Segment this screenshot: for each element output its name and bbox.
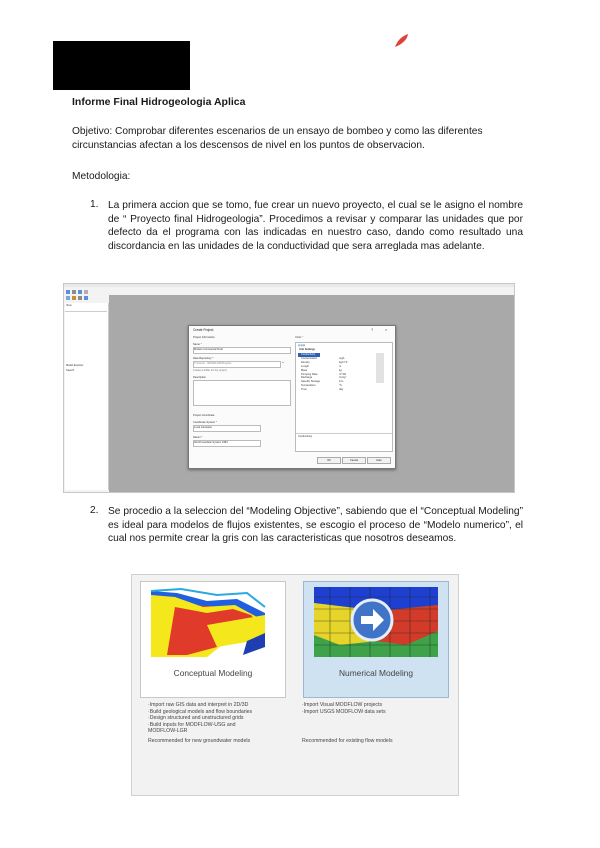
- feature-item: ·Build geological models and flow boundaries: [148, 708, 253, 715]
- unit-value: °C: [339, 384, 342, 388]
- numerical-modeling-card[interactable]: [303, 581, 449, 698]
- unit-row[interactable]: [299, 388, 379, 392]
- unit-value: kg: [339, 368, 342, 372]
- units-toolbar-icons: ▦▦▦: [298, 344, 306, 347]
- modeling-objective-screenshot: [131, 574, 459, 796]
- folder-icon[interactable]: ▰: [282, 361, 284, 364]
- numerical-recommendation: Recommended for existing flow models: [302, 738, 393, 744]
- divider: [65, 311, 107, 312]
- datum-label: Datum *: [193, 436, 203, 439]
- name-input[interactable]: Modelo Conceptual Final: [193, 347, 291, 354]
- unit-name: Length: [301, 364, 309, 368]
- help-icon[interactable]: ?: [371, 327, 374, 332]
- conceptual-recommendation: Recommended for new groundwater models: [148, 738, 251, 744]
- step-1-text: La primera accion que se tomo, fue crear un nuevo proyecto, el cual se le asigno el nombre de “ Proyecto final Hidrogeologia”. Procedimos a revisar y comparar las unidades que por defecto da el programa con las indicadas en nuestro caso, dando como resultado una discordancia en las unidades de la conductividad que sera arreglada mas adelante.: [108, 200, 523, 252]
- step-2-text: Se procedio a la seleccion del “Modeling Objective”, sabiendo que el “Conceptual Modeling” es ideal para modelos de flujos existentes, se escogio el proceso de “Modelo numerico”, el cual nos permite crear la gris con las caracteristicas que nosotros deseamos.: [108, 506, 523, 545]
- feature-item: ·Import raw GIS data and interpret in 2D/3D: [148, 702, 249, 708]
- divider: [296, 433, 392, 434]
- cancel-button[interactable]: Cancel: [342, 457, 366, 464]
- conceptual-modeling-title: Conceptual Modeling: [173, 668, 253, 678]
- unit-value: kg/m^3: [339, 360, 348, 364]
- step-1-number: 1.: [90, 199, 99, 210]
- create-project-dialog: [188, 325, 396, 469]
- feature-item: MODFLOW-LGR: [148, 728, 188, 734]
- toolbar-icons: [66, 289, 106, 301]
- document-title: Informe Final Hidrogeologia Aplica: [72, 96, 246, 108]
- create-folder-checkbox[interactable]: Create a folder for the project: [193, 369, 227, 372]
- unit-value: m^3/d: [339, 372, 346, 376]
- unit-value: mm/yr: [339, 376, 347, 380]
- project-info-section: Project Information: [193, 336, 215, 339]
- step-2-number: 2.: [90, 505, 99, 516]
- conceptual-model-illustration: [147, 585, 275, 663]
- logo-mark-icon: [392, 33, 410, 49]
- coordinate-select[interactable]: Local Cartesian: [193, 425, 261, 432]
- numerical-features-list: [302, 702, 452, 715]
- arrow-right-icon: [350, 598, 394, 642]
- units-panel: [295, 342, 393, 452]
- dialog-title: Create Project: [193, 328, 214, 332]
- repository-input[interactable]: C:\Users\...\MODFLOW\Projects: [193, 361, 281, 368]
- unit-name: Mass: [301, 368, 308, 372]
- units-scrollbar[interactable]: [376, 353, 384, 383]
- description-label: Description: [193, 376, 206, 379]
- app-title-bar: [64, 284, 514, 287]
- sidebar-top-label: View: [66, 304, 72, 307]
- unit-value: m: [339, 364, 342, 368]
- methodology-heading: Metodologia:: [72, 171, 131, 182]
- feature-item: ·Design structured and unstructured grids: [148, 715, 244, 721]
- coordinate-label: Coordinate System *: [193, 421, 217, 424]
- unit-name: Recharge: [301, 376, 313, 380]
- conceptual-features-list: [148, 702, 298, 735]
- create-project-screenshot: [63, 283, 515, 493]
- unit-name: Specific Storage: [301, 380, 320, 384]
- feature-item: ·Import Visual MODFLOW projects: [302, 702, 383, 708]
- conceptual-modeling-card[interactable]: [140, 581, 286, 698]
- model-explorer-panel: [65, 303, 109, 490]
- repository-label: Data Repository *: [193, 357, 214, 360]
- unit-value: 1/m: [339, 380, 344, 384]
- model-explorer-label: Model Explorer: [66, 364, 84, 367]
- numerical-modeling-title: Numerical Modeling: [338, 668, 413, 678]
- unit-name: Conductivity: [301, 353, 316, 356]
- objective-paragraph: Objetivo: Comprobar diferentes escenarios de un ensayo de bombeo y como las diferentes circunstancias afectan a los descensos de nivel en los puntos de observacion.: [72, 126, 483, 151]
- unit-name: Concentration: [301, 356, 318, 360]
- unit-settings-header: Unit Settings: [299, 348, 315, 351]
- unit-value: mg/L: [339, 356, 345, 360]
- search-label: Search: [66, 369, 75, 372]
- name-label: Name *: [193, 343, 202, 346]
- ok-button[interactable]: OK: [317, 457, 341, 464]
- units-footer-label: Conductivity: [298, 435, 313, 438]
- feature-item: ·Import USGS MODFLOW data sets: [302, 708, 386, 715]
- datum-select[interactable]: World Geodetic System 1984: [193, 440, 261, 447]
- unit-name: Pumping Rate: [301, 372, 318, 376]
- unit-name: Time: [301, 388, 307, 392]
- units-label: Units *: [295, 336, 303, 339]
- unit-value: m/d: [339, 353, 344, 356]
- unit-name: Temperature: [301, 384, 316, 388]
- redacted-header-block: [53, 41, 190, 90]
- close-icon[interactable]: ×: [385, 327, 388, 332]
- feature-item: ·Build inputs for MODFLOW-USG and: [148, 721, 236, 728]
- unit-name: Density: [301, 360, 310, 364]
- description-input[interactable]: [193, 380, 291, 406]
- help-button[interactable]: Help: [367, 457, 391, 464]
- unit-value: day: [339, 388, 344, 392]
- coordinate-section: Project Coordinate: [193, 414, 215, 417]
